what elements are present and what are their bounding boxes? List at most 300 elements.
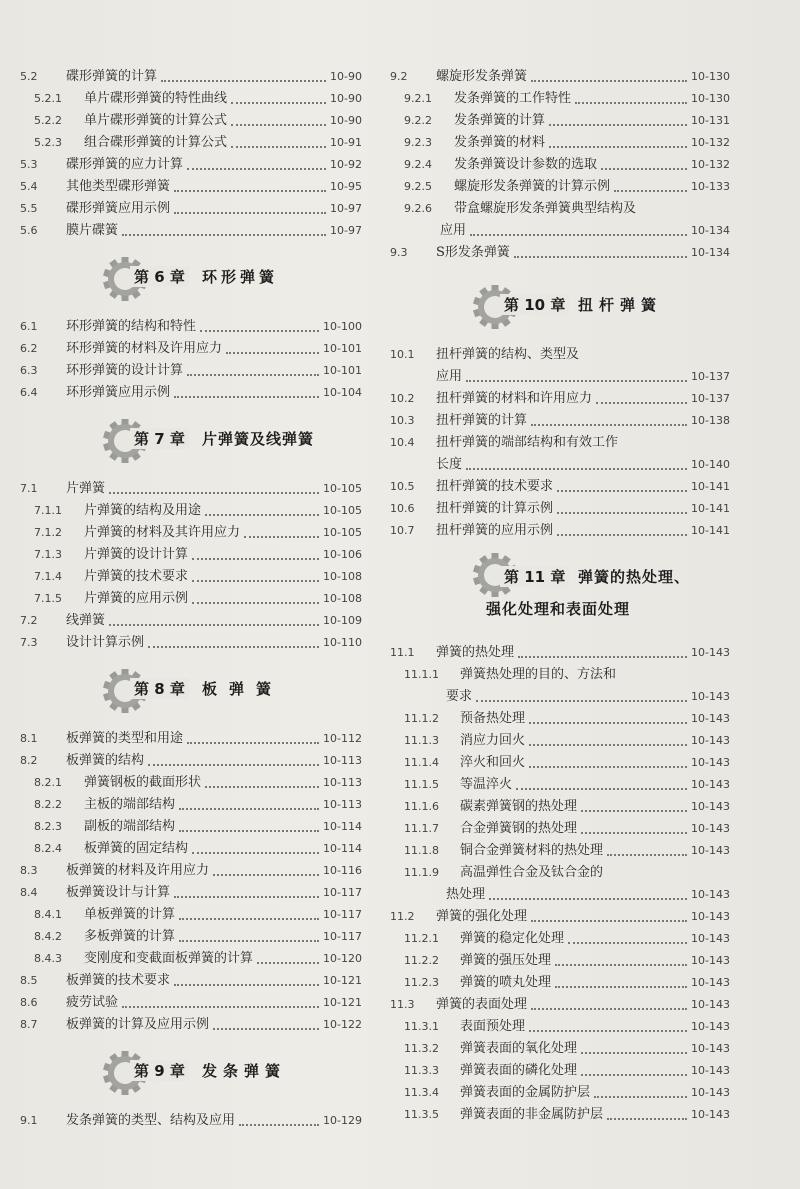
entry-number: 11.3 [390,998,415,1011]
toc-group [390,66,730,198]
entry-title: 其他类型碟形弹簧 [66,179,171,194]
entry-title: 弹簧表面的磷化处理 [460,1063,578,1078]
toc-entry[interactable] [20,198,362,220]
entry-number: 5.6 [20,224,38,237]
entry-number: 8.4.3 [34,952,62,965]
entry-title: 螺旋形发条弹簧的计算示例 [454,179,611,194]
entry-number: 9.2.5 [404,180,432,193]
entry-page: 10-132 [691,158,730,171]
entry-page: 10-113 [323,754,362,767]
entry-title-cont: 应用 [440,223,467,238]
entry-page: 10-90 [330,92,362,105]
entry-number: 7.1.3 [34,548,62,561]
entry-number: 5.2.2 [34,114,62,127]
entry-title-cont: 热处理 [446,887,486,902]
entry-title: 弹簧钢板的截面形状 [84,775,202,790]
entry-number: 9.2.2 [404,114,432,127]
toc-entry-multiline[interactable] [390,344,730,388]
toc-entry[interactable] [20,338,362,360]
entry-number: 10.4 [390,436,415,449]
toc-group [20,728,362,1036]
toc-entry[interactable] [390,520,730,542]
entry-page: 10-137 [691,370,730,383]
entry-title: 变刚度和变截面板弹簧的计算 [84,951,254,966]
entry-title: 弹簧的强压处理 [460,953,552,968]
entry-title: 弹簧热处理的目的、方法和 [460,667,617,682]
entry-number: 8.4 [20,886,38,899]
entry-number: 11.3.5 [404,1108,439,1121]
entry-page: 10-110 [323,636,362,649]
right-column [390,66,730,1126]
entry-title: 片弹簧 [66,481,106,496]
entry-title: 弹簧表面的氧化处理 [460,1041,578,1056]
toc-entry[interactable] [390,476,730,498]
entry-page: 10-121 [323,974,362,987]
entry-number: 7.2 [20,614,38,627]
chapter-number: 第 6 章 [130,266,189,287]
entry-number: 5.4 [20,180,38,193]
entry-page: 10-105 [323,504,362,517]
entry-page: 10-113 [323,798,362,811]
toc-entry[interactable] [390,1016,730,1038]
entry-page: 10-108 [323,592,362,605]
entry-page: 10-100 [323,320,362,333]
toc-entry[interactable] [20,88,362,110]
entry-number: 11.1.8 [404,844,439,857]
entry-title: 单板弹簧的计算 [84,907,176,922]
toc-entry[interactable] [20,794,362,816]
entry-number: 11.1 [390,646,415,659]
entry-title: 预备热处理 [460,711,526,726]
entry-page: 10-143 [691,690,730,703]
entry-page: 10-141 [691,480,730,493]
toc-entry[interactable] [20,772,362,794]
toc-entry[interactable] [20,632,362,654]
entry-page: 10-105 [323,526,362,539]
entry-title: 碳素弹簧钢的热处理 [460,799,578,814]
entry-title: 表面预处理 [460,1019,526,1034]
entry-page: 10-92 [330,158,362,171]
entry-page: 10-91 [330,136,362,149]
toc-entry[interactable] [390,730,730,752]
entry-number: 11.1.6 [404,800,439,813]
toc-entry[interactable] [390,906,730,928]
entry-title: 多板弹簧的计算 [84,929,176,944]
toc-entry[interactable] [390,176,730,198]
entry-number: 6.3 [20,364,38,377]
entry-number: 5.3 [20,158,38,171]
toc-entry[interactable] [390,972,730,994]
entry-page: 10-120 [323,952,362,965]
toc-entry[interactable] [20,382,362,404]
toc-entry[interactable] [20,816,362,838]
entry-page: 10-117 [323,908,362,921]
toc-entry-multiline[interactable] [390,198,730,242]
entry-number: 5.2 [20,70,38,83]
entry-number: 11.3.4 [404,1086,439,1099]
entry-number: 9.1 [20,1114,38,1127]
entry-title: 环形弹簧的结构和特性 [66,319,197,334]
entry-title: 发条弹簧的工作特性 [454,91,572,106]
entry-number: 9.2.4 [404,158,432,171]
entry-number: 8.7 [20,1018,38,1031]
entry-number: 8.2 [20,754,38,767]
entry-number: 7.1.1 [34,504,62,517]
entry-page: 10-143 [691,1086,730,1099]
entry-title: 板弹簧的固定结构 [84,841,189,856]
toc-entry[interactable] [20,544,362,566]
entry-title: 弹簧表面的非金属防护层 [460,1107,604,1122]
entry-page: 10-117 [323,930,362,943]
entry-page: 10-143 [691,1042,730,1055]
entry-page: 10-143 [691,712,730,725]
entry-title: 环形弹簧的设计计算 [66,363,184,378]
toc-entry[interactable] [20,132,362,154]
entry-title: 扭杆弹簧的技术要求 [436,479,554,494]
toc-entry[interactable] [390,410,730,432]
entry-page: 10-140 [691,458,730,471]
entry-number: 11.2.2 [404,954,439,967]
toc-entry[interactable] [20,220,362,242]
entry-page: 10-143 [691,778,730,791]
toc-entry[interactable] [390,928,730,950]
entry-number: 7.1 [20,482,38,495]
entry-title: 扭杆弹簧的结构、类型及 [436,347,580,362]
entry-number: 11.1.5 [404,778,439,791]
toc-entry[interactable] [20,610,362,632]
chapter-title: 扭杆弹簧 [578,296,663,314]
entry-title: 碟形弹簧的计算 [66,69,158,84]
entry-title: 弹簧表面的金属防护层 [460,1085,591,1100]
entry-title: 合金弹簧钢的热处理 [460,821,578,836]
entry-title: 等温淬火 [460,777,513,792]
entry-title: 板弹簧的技术要求 [66,973,171,988]
entry-number: 6.4 [20,386,38,399]
toc-group [390,708,730,862]
entry-title: 扭杆弹簧的应用示例 [436,523,554,538]
entry-page: 10-143 [691,888,730,901]
entry-page: 10-122 [323,1018,362,1031]
entry-page: 10-114 [323,820,362,833]
entry-page: 10-104 [323,386,362,399]
entry-page: 10-129 [323,1114,362,1127]
entry-number: 11.1.7 [404,822,439,835]
entry-page: 10-141 [691,502,730,515]
toc-entry[interactable] [20,478,362,500]
toc-entry[interactable] [390,1038,730,1060]
entry-page: 10-131 [691,114,730,127]
entry-page: 10-143 [691,844,730,857]
entry-number: 9.2.3 [404,136,432,149]
entry-number: 10.6 [390,502,415,515]
entry-number: 10.2 [390,392,415,405]
toc-entry[interactable] [390,66,730,88]
entry-page: 10-113 [323,776,362,789]
toc-entry[interactable] [20,838,362,860]
entry-title: 板弹簧的材料及许用应力 [66,863,210,878]
left-column [20,66,362,1132]
toc-group [390,388,730,432]
toc-entry[interactable] [20,970,362,992]
entry-number: 10.5 [390,480,415,493]
entry-page: 10-134 [691,224,730,237]
entry-page: 10-121 [323,996,362,1009]
entry-page: 10-133 [691,180,730,193]
entry-page: 10-90 [330,114,362,127]
toc-entry[interactable] [390,752,730,774]
entry-page: 10-141 [691,524,730,537]
toc-entry[interactable] [390,388,730,410]
toc-entry[interactable] [20,860,362,882]
toc-entry[interactable] [390,154,730,176]
chapter-heading [20,662,362,720]
entry-page: 10-101 [323,364,362,377]
toc-entry[interactable] [390,950,730,972]
entry-title: 线弹簧 [66,613,106,628]
entry-page: 10-143 [691,800,730,813]
entry-number: 5.2.1 [34,92,62,105]
entry-title: 发条弹簧的计算 [454,113,546,128]
entry-number: 9.2.6 [404,202,432,215]
entry-number: 5.5 [20,202,38,215]
toc-entry[interactable] [20,360,362,382]
toc-entry[interactable] [20,588,362,610]
entry-number: 8.6 [20,996,38,1009]
toc-entry[interactable] [20,1014,362,1036]
entry-title: 膜片碟簧 [66,223,119,238]
toc-entry-multiline[interactable] [390,664,730,708]
entry-title: 主板的端部结构 [84,797,176,812]
entry-title: 高温弹性合金及钛合金的 [460,865,604,880]
entry-number: 11.3.3 [404,1064,439,1077]
entry-page: 10-143 [691,976,730,989]
entry-number: 10.1 [390,348,415,361]
entry-page: 10-109 [323,614,362,627]
entry-page: 10-108 [323,570,362,583]
entry-number: 6.2 [20,342,38,355]
entry-number: 11.2.1 [404,932,439,945]
entry-page: 10-130 [691,92,730,105]
entry-number: 7.1.2 [34,526,62,539]
entry-page: 10-143 [691,932,730,945]
toc-entry-multiline[interactable] [390,862,730,906]
chapter-title: 环形弹簧 [202,268,279,286]
entry-number: 8.2.3 [34,820,62,833]
entry-page: 10-143 [691,1020,730,1033]
entry-title: 扭杆弹簧的计算示例 [436,501,554,516]
entry-page: 10-116 [323,864,362,877]
toc-group [20,316,362,404]
entry-title: 环形弹簧的材料及许用应力 [66,341,223,356]
entry-title: S形发条弹簧 [436,245,510,260]
toc-entry[interactable] [20,316,362,338]
entry-page: 10-105 [323,482,362,495]
toc-entry-multiline[interactable] [390,432,730,476]
entry-number: 11.1.9 [404,866,439,879]
entry-page: 10-106 [323,548,362,561]
entry-title: 片弹簧的设计计算 [84,547,189,562]
entry-number: 11.3.2 [404,1042,439,1055]
entry-number: 8.3 [20,864,38,877]
entry-page: 10-95 [330,180,362,193]
entry-number: 7.1.5 [34,592,62,605]
entry-title: 弹簧的表面处理 [436,997,528,1012]
entry-page: 10-90 [330,70,362,83]
entry-title: 发条弹簧的材料 [454,135,546,150]
entry-page: 10-114 [323,842,362,855]
entry-title: 弹簧的稳定化处理 [460,931,565,946]
entry-title: 弹簧的喷丸处理 [460,975,552,990]
toc-entry[interactable] [390,1082,730,1104]
chapter-heading [20,250,362,308]
toc-entry[interactable] [20,926,362,948]
toc-entry[interactable] [390,1104,730,1126]
toc-group [20,478,362,654]
entry-page: 10-137 [691,392,730,405]
toc-entry[interactable] [390,708,730,730]
toc-entry[interactable] [20,500,362,522]
entry-title: 发条弹簧的类型、结构及应用 [66,1113,236,1128]
toc-entry[interactable] [390,994,730,1016]
toc-entry[interactable] [20,904,362,926]
entry-title: 副板的端部结构 [84,819,176,834]
entry-number: 11.2 [390,910,415,923]
toc-entry[interactable] [20,154,362,176]
chapter-number: 第 8 章 [130,678,189,699]
entry-number: 9.2.1 [404,92,432,105]
entry-title-cont: 长度 [436,457,463,472]
toc-entry[interactable] [390,88,730,110]
toc-entry[interactable] [20,176,362,198]
entry-title: 设计计算示例 [66,635,145,650]
entry-title: 组合碟形弹簧的计算公式 [84,135,228,150]
entry-number: 9.2 [390,70,408,83]
entry-title: 片弹簧的应用示例 [84,591,189,606]
entry-number: 8.2.4 [34,842,62,855]
entry-title: 扭杆弹簧的材料和许用应力 [436,391,593,406]
entry-page: 10-101 [323,342,362,355]
entry-page: 10-143 [691,954,730,967]
toc-entry[interactable] [390,774,730,796]
entry-number: 8.1 [20,732,38,745]
entry-number: 6.1 [20,320,38,333]
entry-number: 11.1.1 [404,668,439,681]
chapter-heading [20,412,362,470]
toc-entry[interactable] [390,242,730,264]
toc-entry[interactable] [390,642,730,664]
toc-entry[interactable] [20,66,362,88]
entry-title: 弹簧的热处理 [436,645,515,660]
toc-entry[interactable] [390,796,730,818]
entry-number: 11.2.3 [404,976,439,989]
toc-entry[interactable] [20,882,362,904]
toc-group [20,66,362,242]
toc-entry[interactable] [20,992,362,1014]
toc-entry[interactable] [20,750,362,772]
toc-entry[interactable] [390,132,730,154]
entry-page: 10-97 [330,224,362,237]
entry-page: 10-132 [691,136,730,149]
entry-page: 10-143 [691,646,730,659]
entry-title: 片弹簧的结构及用途 [84,503,202,518]
entry-title: 铜合金弹簧材料的热处理 [460,843,604,858]
chapter-number: 第 7 章 [130,428,189,449]
entry-page: 10-134 [691,246,730,259]
toc-entry[interactable] [20,566,362,588]
entry-title: 板弹簧的类型和用途 [66,731,184,746]
toc-entry[interactable] [20,728,362,750]
toc-group [390,906,730,1126]
toc-entry[interactable] [20,522,362,544]
entry-number: 11.1.4 [404,756,439,769]
entry-title-cont: 要求 [446,689,473,704]
entry-page: 10-97 [330,202,362,215]
chapter-number: 第 11 章 [500,566,569,587]
entry-title: 单片碟形弹簧的特性曲线 [84,91,228,106]
entry-page: 10-117 [323,886,362,899]
chapter-heading [20,1044,362,1102]
toc-entry[interactable] [390,840,730,862]
toc-entry[interactable] [20,948,362,970]
entry-title: 板弹簧的结构 [66,753,145,768]
entry-title: 扭杆弹簧的计算 [436,413,528,428]
entry-number: 5.2.3 [34,136,62,149]
toc-group [390,476,730,542]
entry-page: 10-143 [691,1064,730,1077]
toc-entry[interactable] [390,818,730,840]
chapter-title: 弹簧的热处理、 [578,568,691,586]
entry-page: 10-112 [323,732,362,745]
chapter-title: 板弹簧 [202,680,284,698]
toc-entry[interactable] [390,110,730,132]
entry-number: 8.2.1 [34,776,62,789]
entry-page: 10-143 [691,1108,730,1121]
chapter-number: 第 10 章 [500,294,569,315]
toc-entry[interactable] [20,110,362,132]
entry-number: 8.2.2 [34,798,62,811]
entry-title: 碟形弹簧应用示例 [66,201,171,216]
entry-title: 螺旋形发条弹簧 [436,69,528,84]
entry-title: 碟形弹簧的应力计算 [66,157,184,172]
entry-title-cont: 应用 [436,369,463,384]
entry-page: 10-143 [691,734,730,747]
entry-number: 11.1.2 [404,712,439,725]
chapter-title: 发条弹簧 [202,1062,287,1080]
entry-title: 板弹簧的计算及应用示例 [66,1017,210,1032]
entry-number: 7.1.4 [34,570,62,583]
entry-title: 板弹簧设计与计算 [66,885,171,900]
entry-page: 10-143 [691,756,730,769]
chapter-heading [390,550,730,634]
entry-number: 9.3 [390,246,408,259]
toc-entry[interactable] [390,1060,730,1082]
entry-title: 环形弹簧应用示例 [66,385,171,400]
entry-title: 弹簧的强化处理 [436,909,528,924]
entry-number: 8.5 [20,974,38,987]
entry-page: 10-138 [691,414,730,427]
entry-number: 8.4.2 [34,930,62,943]
entry-number: 10.3 [390,414,415,427]
toc-entry[interactable] [390,498,730,520]
entry-title: 单片碟形弹簧的计算公式 [84,113,228,128]
chapter-number: 第 9 章 [130,1060,189,1081]
entry-number: 10.7 [390,524,415,537]
entry-page: 10-143 [691,998,730,1011]
entry-page: 10-143 [691,822,730,835]
entry-page: 10-143 [691,910,730,923]
toc-entry[interactable] [20,1110,362,1132]
entry-number: 8.4.1 [34,908,62,921]
